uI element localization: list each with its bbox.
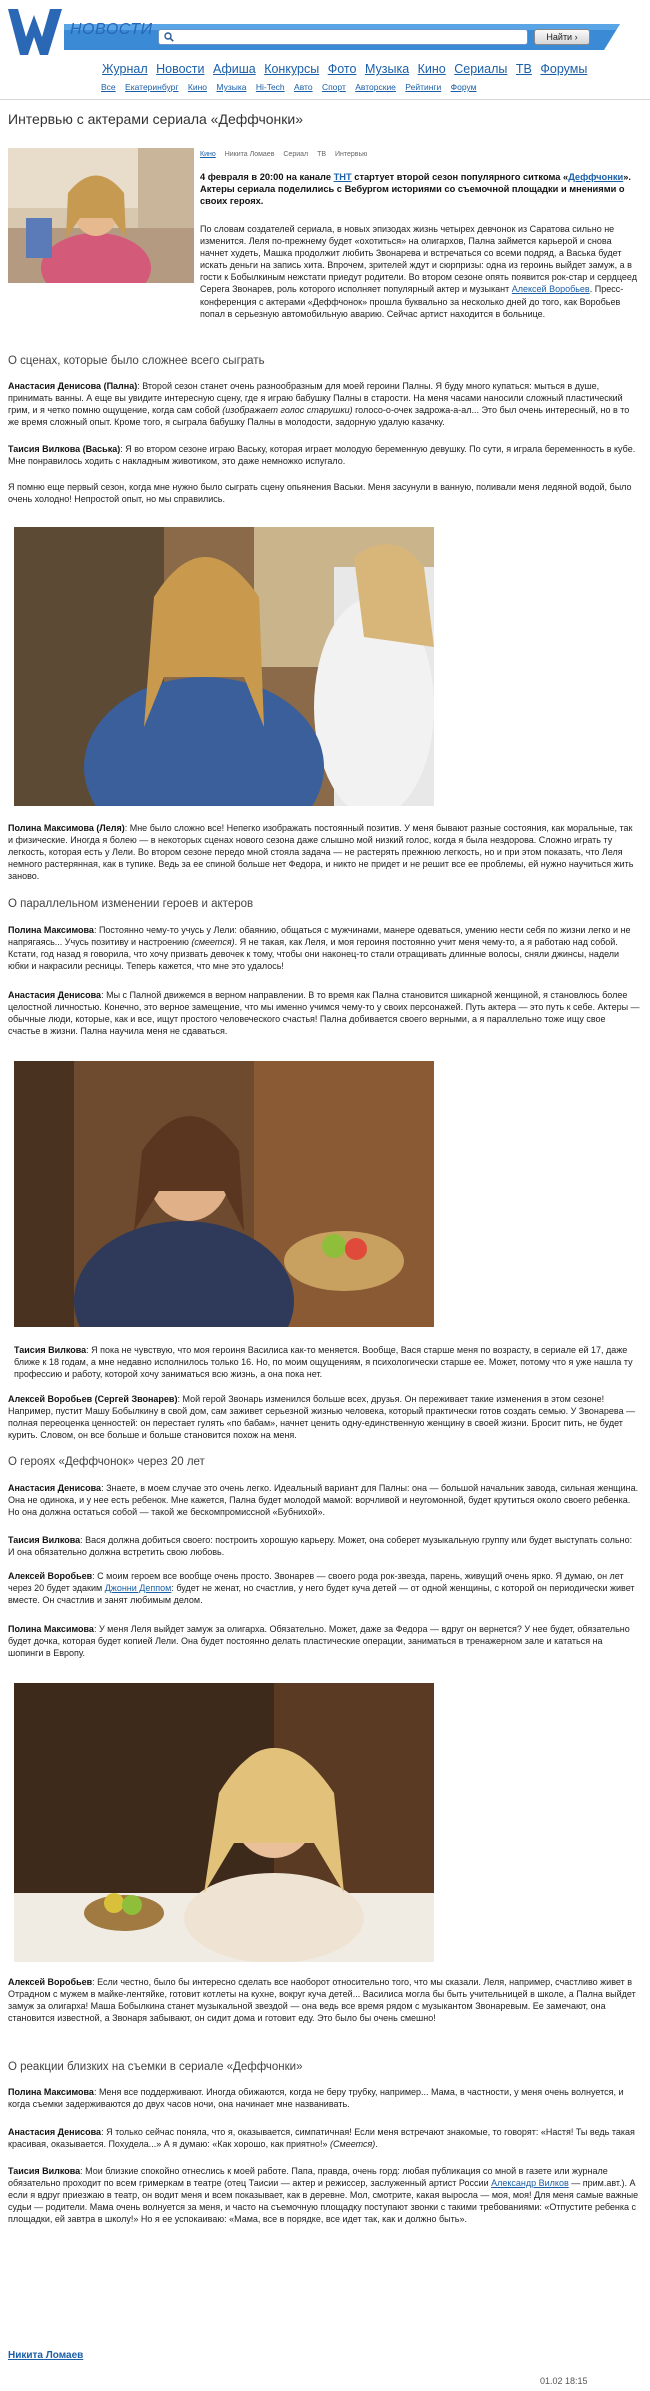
nav-journal[interactable]: Журнал — [102, 62, 148, 76]
paragraph: Полина Максимова: Меня все поддерживают. Иногда обижаются, когда не беру трубку, например... Мама, в частности, у меня очень волнуется, и когда съемки задерживаются до двух часов ночи, она начинает мне названивать. — [8, 2087, 624, 2110]
paragraph: Таисия Вилкова: Я пока не чувствую, что моя героиня Василиса как-то меняется. Вообще, Вася старше меня по возрасту, в сериале ей 17, даже ближе к 18 годам, а мне недавно исполнилось только 16. Но, по моим ощущениям, я психологически старше ее. Может, потому что я уже нашла ту профессию и работу, которой хочу заниматься всю жизнь, а она пока нет. — [14, 1345, 633, 1380]
paragraph: Алексей Воробьев: Если честно, было бы интересно сделать все наоборот относительно того, что мы сказали. Леля, например, счастливо живет в Отрадном с мужем в майке-лентяйке, готовит котлеты на кухне, вокруг куча детей... Василиса могла бы быть учительницей в школе, а Пална выйдет замуж за олигарха! Маша Бобылкина станет музыкальной звездой — она ведь все время рядом с музыкантом Звонаревым. Ее замечают, она становится известной, а Звонаря забывают, он сидит дома и готовит еду. Это было бы очень смешно! — [8, 1977, 636, 2024]
paragraph: Таисия Вилкова: Мои близкие спокойно отнеслись к моей работе. Папа, правда, очень горд: любая публикация со мной в газете или журнале обязательно проходит по всем гримеркам в театре (отец Таисии — актер и режиссер, заслуженный артист России Александр Вилков — прим.авт.). А если я вдруг приезжаю в театр, он водит меня и всем показывает, как в деревне. Мол, смотрите, какая выросла — моя, моя! Для меня самые важные судьи — родители. Мама очень волнуется за меня, и часто на съемочную площадку поступают звонки с такими требованиями: «Отпустите ребенка с площадки, ей завтра в школу!» Но я ее успокаиваю: «Мама, все в порядке, все идет так, как и должно быть». — [8, 2166, 639, 2225]
nav-photo[interactable]: Фото — [327, 62, 357, 76]
vorobyev-link[interactable]: Алексей Воробьев — [511, 284, 590, 295]
paragraph: Анастасия Денисова: Я только сейчас поняла, что я, оказывается, симпатичная! Если меня встречают знакомые, то говорят: «Настя! Ты ведь такая красивая, оказывается. Похудела...» А я думаю: «Как хорошо, как приятно!» (Смеется). — [8, 2127, 635, 2150]
nav-tv[interactable]: ТВ — [515, 62, 532, 76]
subnav-auto[interactable]: Авто — [294, 82, 313, 92]
subnav-ekb[interactable]: Екатеринбург — [125, 82, 179, 92]
nav-series[interactable]: Сериалы — [454, 62, 508, 76]
article-photo-lelya — [14, 527, 434, 806]
article-photo-taisiya — [14, 1061, 434, 1327]
tag-author[interactable]: Никита Ломаев — [224, 151, 275, 158]
paragraph: Анастасия Денисова: Знаете, в моем случае это очень легко. Идеальный вариант для Палны: она — большой начальник завода, сильная женщина. Она не одинока, и у нее есть ребенок. Мне кажется, Пална будет молодой мамой: ворчливой и неугомонной, будет крутиться около своего ребенка. Но она должна остаться собой — такой же бескомпромиссной «Бубнихой». — [8, 1483, 639, 1518]
search-icon — [164, 32, 174, 42]
section-heading-3: О героях «Деффчонок» через 20 лет — [8, 1456, 205, 1468]
nav-forums[interactable]: Форумы — [540, 62, 588, 76]
paragraph: Полина Максимова (Леля): Мне было сложно все! Непегко изображать постоянный позитив. У меня бывают разные состояния, как моральные, так и физические. Иногда я болею — в некоторых сценах нового сезона даже слышно мой низкий голос, когда я была нездорова. Сложно играть ту легкость, которая есть у Лели. Во втором сезоне передо мной стояла задача — не растерять прежнюю легкость, но и при этом показать, что Леля немного растерянная, как в тупике. Ведь за ее спиной больше нет Федора, и никто не придет и не решит все ее проблемы, ей нужно научиться жить заново. — [8, 823, 634, 882]
nav-contests[interactable]: Конкурсы — [264, 62, 320, 76]
article-lead: 4 февраля в 20:00 на канале ТНТ стартует второй сезон популярного ситкома «Деффчонки». Актеры сериала поделились с Вебургом историями со съемочной площадки и мнениями о своих героях. — [200, 172, 631, 206]
section-heading-4: О реакции близких на съемки в сериале «Деффчонки» — [8, 2061, 303, 2073]
weburg-logo[interactable] — [6, 3, 64, 60]
subnav-ratings[interactable]: Рейтинги — [405, 82, 442, 92]
vilkov-link[interactable]: Александр Вилков — [491, 2178, 569, 2189]
subnav-all[interactable]: Все — [101, 82, 116, 92]
lead-date: 4 февраля в 20:00 — [200, 172, 284, 182]
tag-interview[interactable]: Интервью — [334, 151, 368, 158]
article-title: Интервью с актерами сериала «Деффчонки» — [8, 111, 303, 127]
nav-afisha[interactable]: Афиша — [212, 62, 256, 76]
author-link[interactable]: Никита Ломаев — [8, 2350, 84, 2361]
article-photo-main — [8, 148, 194, 283]
publish-date: 01.02 18:15 — [540, 2376, 588, 2386]
section-title: НОВОСТИ — [70, 21, 153, 38]
paragraph: Алексей Воробьев (Сергей Звонарев): Мой герой Звонарь изменился больше всех, друзья. Он переживает такие изменения в этом сезоне! Например, пустит Машу Бобылкину в свой дом, сам заживет серьезной жизнью человека, который практически готов создать семью. У Звонарева — полная переоценка ценностей: он перестает гулять «по бабам», начнет ценить одну-единственную женщину в своей жизни. Бросит пить, не будет курить. Словом, он все больше и больше становится похож на меня. — [8, 1394, 636, 1441]
intro-paragraph-a: По словам создателей сериала, в новых эпизодах жизнь четырех девчонок из Саратова сильно не изменится. Леля по-прежнему будет «охотиться» на олигархов, Пална займется карьерой и снова начнет худеть, Машка продолжит любить Звонарева и встречаться со всеми подряд, а Васька будет искать деньги на запись хита. Впрочем, зрителей ждут и сюрпризы: одна из героинь выйдет замуж, а в гости к Бобылкиным нежстати приедут родители. Во втором сезоне опять появится рок-стар и сердцеед Серега Звонарев, роль которого исполняет популярный актер и музыкант Алексей Воробьев. Пресс-конференция с актерами «Деффчонок» прошла буквально за несколько дней до того, как Воробьев попал в серьезную автомобильную аварию. Сейчас артист находится в больнице. — [200, 224, 637, 319]
paragraph: Таисия Вилкова (Васька): Я во втором сезоне играю Ваську, которая играет молодую беременную девушку. По сути, я играла беременность в кубе. Мне понравилось ходить с накладным животиком, это даже немножко испугало. — [8, 444, 636, 467]
nav-music[interactable]: Музыка — [364, 62, 410, 76]
show-link[interactable]: Деффчонки — [568, 172, 624, 182]
section-heading-2: О параллельном изменении героев и актеров — [8, 898, 254, 910]
divider — [0, 99, 650, 100]
tag-list — [200, 150, 374, 159]
paragraph: Анастасия Денисова (Пална): Второй сезон станет очень разнообразным для моей героини Палны. Я буду много купаться: мыться в душе, принимать ванны. А еще вы увидите интересную сцену, где я играю бабушку Палны в старости. На меня часами наносили сложный пластический грим, и я четко помню ощущение, когда сам собой (изображает голос старушки) голосо-о-очек задрожа-а-ал... Это был очень интересный, но в то же время сложный опыт. Кроме того, я сыграла бабушку Палны в молодости, задорную удалую казачку. — [8, 381, 630, 428]
search-button[interactable]: Найти › — [534, 29, 590, 45]
paragraph: Я помню еще первый сезон, когда мне нужно было сыграть сцену опьянения Васьки. Меня засунули в ванную, поливали меня ледяной водой, было очень холодно! Непростой опыт, но мы справились. — [8, 482, 632, 505]
tnt-link[interactable]: ТНТ — [333, 172, 352, 182]
main-nav — [102, 61, 592, 77]
sub-nav — [101, 82, 483, 93]
subnav-forum[interactable]: Форум — [450, 82, 477, 92]
nav-cinema[interactable]: Кино — [417, 62, 446, 76]
article-photo-polina — [14, 1683, 434, 1962]
paragraph: Полина Максимова: У меня Леля выйдет замуж за олигарха. Обязательно. Может, даже за Федора — вдруг он вернется? У нее будет, обязательно будет дочка, которая будет копией Лели. Она будет постоянно делать пластические операции, заниматься в тренажерном зале и кататься на шопинги в Европу. — [8, 1624, 630, 1659]
paragraph: Таисия Вилкова: Вася должна добиться своего: построить хорошую карьеру. Может, она соберет музыкальную группу или будет выступать сольно: И она обязательно должна встретить свою любовь. — [8, 1535, 633, 1558]
paragraph: Анастасия Денисова: Мы с Палной движемся в верном направлении. В то время как Пална становится шикарной женщиной, я становлюсь более целостной личностью. Конечно, это верное замещение, что мы именно учимся чему-то у своих персонажей. Путь актера — это путь к себе. Актеры — обычные люди, которые, как и все, ищут простого человеческого счастья! Пална добивается своего верными, а я параллельно тоже ищу свое счастье в жизни. Пална научила меня не сдаваться. — [8, 990, 640, 1037]
section-heading-1: О сценах, которые было сложнее всего сыграть — [8, 355, 265, 367]
subnav-hitech[interactable]: Hi-Tech — [255, 82, 285, 92]
subnav-music[interactable]: Музыка — [216, 82, 247, 92]
tag-tv[interactable]: ТВ — [317, 151, 327, 158]
nav-news[interactable]: Новости — [156, 62, 205, 76]
subnav-sport[interactable]: Спорт — [321, 82, 346, 92]
paragraph: Полина Максимова: Постоянно чему-то учусь у Лели: обаянию, общаться с мужчинами, манере одеваться, умению нести себя по жизни легко и не напрягаясь... Учусь позитиву и настроению (смеется). Я не такая, как Леля, и моя героиня постоянно учит меня чему-то, а я работаю над собой. Кстати, год назад я говорила, что хочу призвать девочек к тому, чтобы они наконец-то стали отращивать длинные волосы, сняли джинсы, надели юбки и накрасили ресницы. Теперь кажется, что мне это удалось! — [8, 925, 631, 972]
tag-cinema[interactable]: Кино — [200, 151, 216, 158]
subnav-authors[interactable]: Авторские — [355, 82, 396, 92]
paragraph: Алексей Воробьев: С моим героем все вообще очень просто. Звонарев — своего рода рок-звезда, парень, живущий очень ярко. Я думаю, он лет через 20 будет эдаким Джонни Деппом: будет не женат, но счастлив, у него будет куча детей — от одной женщины, с которой он периодически живет вместе. Он счастлив и занят любимым делом. — [8, 1571, 635, 1606]
search-input[interactable] — [158, 29, 528, 45]
depp-link[interactable]: Джонни Деппом — [104, 1583, 172, 1594]
tag-series[interactable]: Сериал — [283, 151, 309, 158]
subnav-cinema[interactable]: Кино — [187, 82, 208, 92]
